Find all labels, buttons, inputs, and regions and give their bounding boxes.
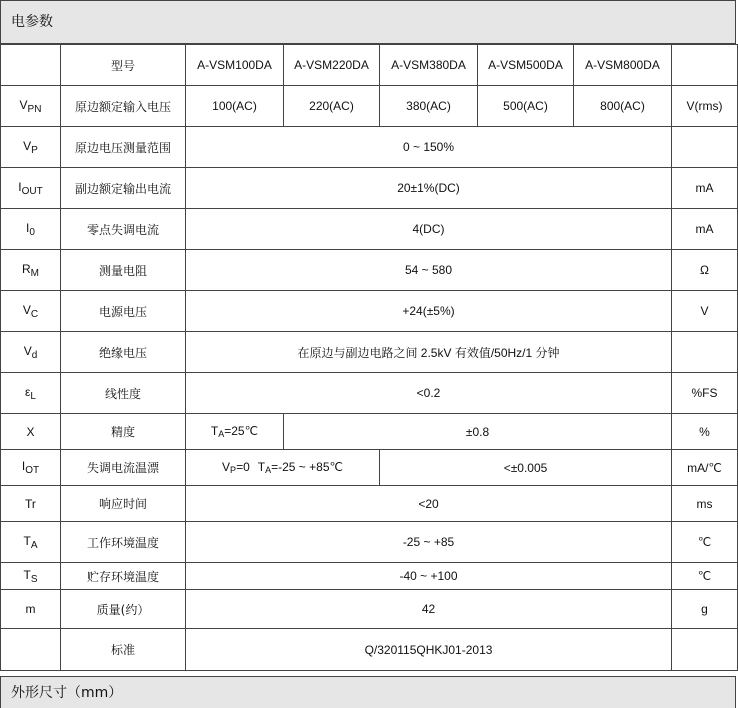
- param-symbol: $V_d$: [1, 332, 61, 373]
- param-symbol: $V_{PN}$: [1, 86, 61, 127]
- param-condition: $T_A=25℃$: [186, 414, 284, 450]
- param-unit: Ω: [672, 250, 738, 291]
- param-value: <0.2: [186, 373, 672, 414]
- table-row-rm: [1, 250, 738, 291]
- param-unit: V(rms): [672, 86, 738, 127]
- table-row-vpn: [1, 86, 738, 127]
- param-value: Q/320115QHKJ01-2013: [186, 629, 672, 671]
- param-unit: %: [672, 414, 738, 450]
- param-value: ±0.8: [284, 414, 672, 450]
- param-name: 质量(约）: [61, 590, 186, 629]
- param-value: 4(DC): [186, 209, 672, 250]
- param-name: 原边电压测量范围: [61, 127, 186, 168]
- unit-cell: [672, 45, 738, 86]
- param-unit: g: [672, 590, 738, 629]
- table-row-x: [1, 414, 738, 450]
- table-row-ta: [1, 522, 738, 563]
- param-name: 原边额定输入电压: [61, 86, 186, 127]
- model-1: A-VSM100DA: [186, 45, 284, 86]
- param-symbol: $T_S$: [1, 563, 61, 590]
- table-row-vp: [1, 127, 738, 168]
- param-unit: [672, 127, 738, 168]
- param-value: <20: [186, 486, 672, 522]
- param-value: 20±1%(DC): [186, 168, 672, 209]
- param-value: 54 ~ 580: [186, 250, 672, 291]
- param-value: +24(±5%): [186, 291, 672, 332]
- table-row-i0: [1, 209, 738, 250]
- param-unit: mA: [672, 209, 738, 250]
- param-unit: ℃: [672, 522, 738, 563]
- param-symbol: m: [1, 590, 61, 629]
- symbol-cell: [1, 45, 61, 86]
- table-row-el: [1, 373, 738, 414]
- param-name: 绝缘电压: [61, 332, 186, 373]
- param-symbol: $I_{OT}$: [1, 450, 61, 486]
- param-value-2: 220(AC): [284, 86, 380, 127]
- table-row-ts: [1, 563, 738, 590]
- param-unit: mA: [672, 168, 738, 209]
- param-symbol: $V_C$: [1, 291, 61, 332]
- param-value: 0 ~ 150%: [186, 127, 672, 168]
- model-3: A-VSM380DA: [380, 45, 478, 86]
- table-row-models: [1, 45, 738, 86]
- model-5: A-VSM800DA: [574, 45, 672, 86]
- symbol-cell: [1, 629, 61, 671]
- param-symbol: $R_M$: [1, 250, 61, 291]
- param-name: 测量电阻: [61, 250, 186, 291]
- param-symbol: $I_{OUT}$: [1, 168, 61, 209]
- param-name: 失调电流温漂: [61, 450, 186, 486]
- param-symbol: $I_0$: [1, 209, 61, 250]
- param-symbol: $T_A$: [1, 522, 61, 563]
- param-symbol: $V_P$: [1, 127, 61, 168]
- param-name: 电源电压: [61, 291, 186, 332]
- param-name: 零点失调电流: [61, 209, 186, 250]
- param-value-5: 800(AC): [574, 86, 672, 127]
- param-value: 42: [186, 590, 672, 629]
- param-value: <±0.005: [380, 450, 672, 486]
- param-unit: [672, 332, 738, 373]
- param-value: -40 ~ +100: [186, 563, 672, 590]
- table-row-tr: [1, 486, 738, 522]
- table-row-iot: [1, 450, 738, 486]
- param-condition: $V_P=0$ $T_A=-25$ ~ +85℃: [186, 450, 380, 486]
- param-value: 在原边与副边电路之间 2.5kV 有效值/50Hz/1 分钟: [186, 332, 672, 373]
- param-value-3: 380(AC): [380, 86, 478, 127]
- param-name: 工作环境温度: [61, 522, 186, 563]
- model-2: A-VSM220DA: [284, 45, 380, 86]
- table-row-standard: [1, 629, 738, 671]
- table-row-vd: [1, 332, 738, 373]
- param-name: 精度: [61, 414, 186, 450]
- section-title: 电参数: [0, 0, 736, 44]
- table-row-vc: [1, 291, 738, 332]
- param-value-1: 100(AC): [186, 86, 284, 127]
- param-unit: mA/℃: [672, 450, 738, 486]
- table-row-m: [1, 590, 738, 629]
- param-symbol: $\varepsilon_L$: [1, 373, 61, 414]
- param-unit: ms: [672, 486, 738, 522]
- param-symbol: Tr: [1, 486, 61, 522]
- param-symbol: X: [1, 414, 61, 450]
- param-name: 贮存环境温度: [61, 563, 186, 590]
- table-row-iout: [1, 168, 738, 209]
- param-value: -25 ~ +85: [186, 522, 672, 563]
- param-name: 副边额定输出电流: [61, 168, 186, 209]
- footer-section-title: 外形尺寸（mm）: [0, 676, 736, 708]
- models-label: 型号: [61, 45, 186, 86]
- param-name: 标准: [61, 629, 186, 671]
- unit-cell: [672, 629, 738, 671]
- model-4: A-VSM500DA: [478, 45, 574, 86]
- param-unit: ℃: [672, 563, 738, 590]
- param-unit: V: [672, 291, 738, 332]
- param-name: 线性度: [61, 373, 186, 414]
- param-value-4: 500(AC): [478, 86, 574, 127]
- param-unit: %FS: [672, 373, 738, 414]
- param-name: 响应时间: [61, 486, 186, 522]
- electrical-parameters-table: [0, 44, 738, 671]
